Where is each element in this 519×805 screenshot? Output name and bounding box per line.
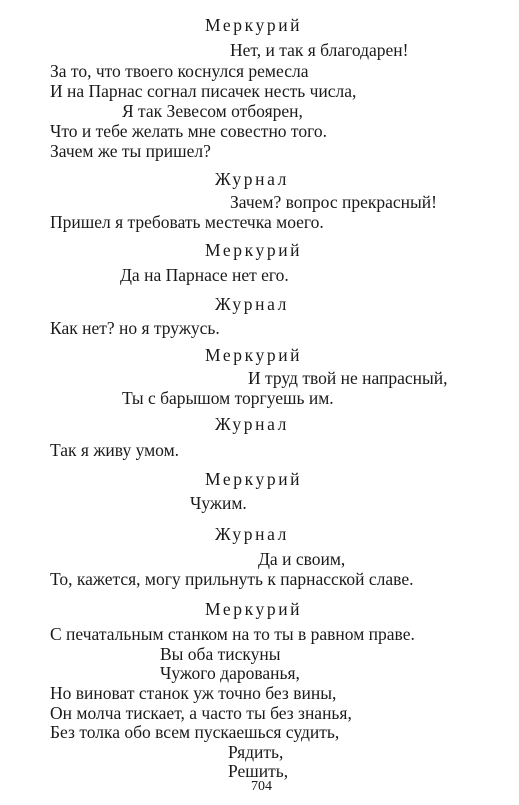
verse-line: Чужим. (190, 493, 247, 513)
verse-line: Вы оба тискуны (160, 644, 281, 664)
speaker-mercury: Меркурий (205, 345, 303, 365)
verse-line: Без толка обо всем пускаешься судить, (50, 722, 340, 742)
verse-line: За то, что твоего коснулся ремесла (50, 61, 309, 81)
verse-line: Зачем? вопрос прекрасный! (230, 192, 437, 212)
verse-line: Так я живу умом. (50, 440, 180, 460)
verse-line: То, кажется, могу прильнуть к парнасской славе. (50, 569, 414, 589)
verse-line: Я так Зевесом отбоярен, (122, 101, 303, 121)
verse-line: Да на Парнасе нет его. (120, 265, 289, 285)
speaker-journal: Журнал (215, 524, 289, 544)
verse-line: Он молча тискает, а часто ты без знанья, (50, 703, 352, 723)
speaker-mercury: Меркурий (205, 469, 303, 489)
verse-line: Как нет? но я тружусь. (50, 318, 220, 338)
verse-line: Решить, (228, 761, 289, 781)
speaker-journal: Журнал (215, 169, 289, 189)
speaker-mercury: Меркурий (205, 599, 303, 619)
page-number: 704 (251, 779, 272, 794)
verse-line: Ты с барышом торгуешь им. (122, 388, 334, 408)
speaker-journal: Журнал (215, 414, 289, 434)
verse-line: Рядить, (228, 742, 284, 762)
verse-line: Чужого дарованья, (160, 663, 300, 683)
speaker-journal: Журнал (215, 294, 289, 314)
verse-line: Но виноват станок уж точно без вины, (50, 683, 337, 703)
speaker-mercury: Меркурий (205, 240, 303, 260)
verse-line: Зачем же ты пришел? (50, 141, 211, 161)
verse-line: С печатальным станком на то ты в равном праве. (50, 624, 415, 644)
verse-line: Да и своим, (258, 549, 346, 569)
verse-line: Нет, и так я благодарен! (230, 40, 409, 60)
verse-line: Что и тебе желать мне совестно того. (50, 121, 327, 141)
speaker-mercury: Меркурий (205, 15, 303, 35)
verse-line: И труд твой не напрасный, (248, 368, 448, 388)
verse-line: И на Парнас согнал писачек несть числа, (50, 81, 357, 101)
verse-line: Пришел я требовать местечка моего. (50, 212, 324, 232)
